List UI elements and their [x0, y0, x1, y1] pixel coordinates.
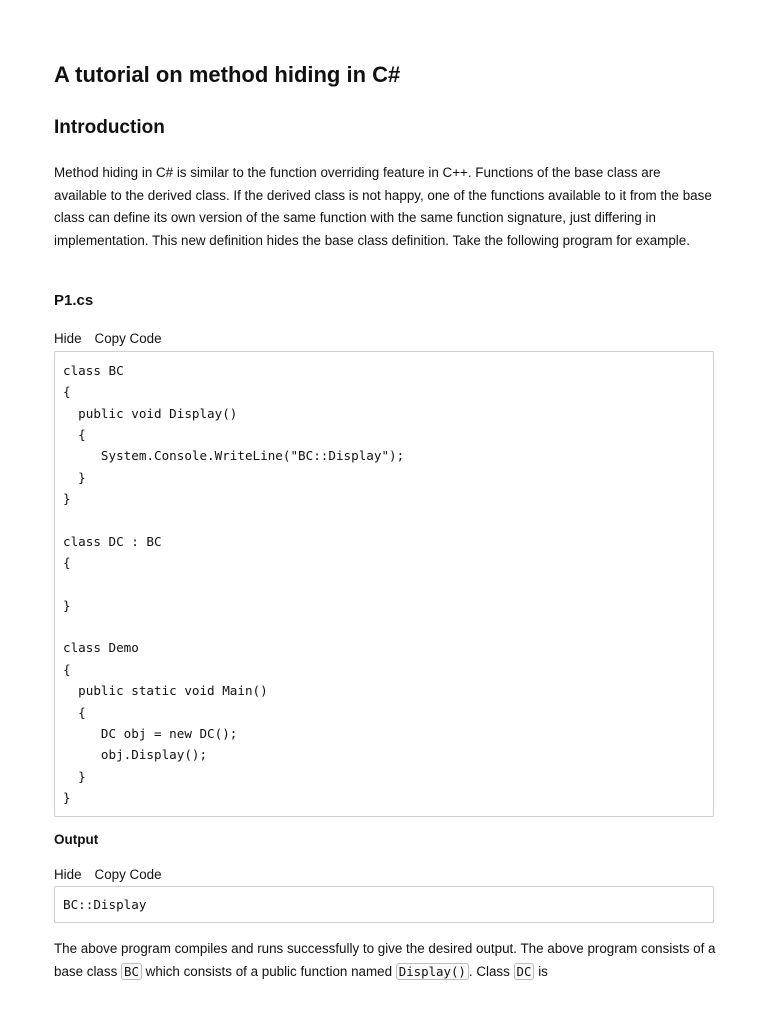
- output-code-block: BC::Display: [54, 886, 714, 923]
- code-block: class BC { public void Display() { System.Console.WriteLine("BC::Display"); } } class DC : BC { } class Demo { public static void Main() { DC obj = new DC(); obj.Display(); } }: [54, 351, 714, 817]
- intro-heading: Introduction: [54, 117, 165, 138]
- paragraph-text: which consists of a public function named: [141, 963, 396, 979]
- copy-output-link[interactable]: Copy Code: [94, 867, 162, 882]
- paragraph-text: is: [534, 963, 548, 979]
- hide-output-link[interactable]: Hide: [54, 867, 82, 882]
- copy-code-link[interactable]: Copy Code: [94, 331, 162, 346]
- explanation-paragraph: [54, 938, 716, 983]
- output-code-actions: [54, 866, 162, 884]
- paragraph-text: The above program compiles and runs successfully to give the desired output. The above program consists of a base class: [54, 941, 716, 979]
- code-actions: [54, 330, 162, 348]
- inline-code-bc: BC: [121, 963, 142, 980]
- inline-code-display: Display(): [396, 963, 469, 980]
- article-title: A tutorial on method hiding in C#: [54, 62, 401, 87]
- inline-code-dc: DC: [514, 963, 535, 980]
- output-heading: Output: [54, 832, 99, 847]
- intro-paragraph: Method hiding in C# is similar to the function overriding feature in C++. Functions of the base class are available to the derived class. If the derived class is not happy, one of the functions available to it from the base class can define its own version of the same function with the same function signature, just differing in implementation. This new definition hides the base class definition. Take the following program for example.: [54, 165, 712, 248]
- hide-code-link[interactable]: Hide: [54, 331, 82, 346]
- paragraph-text: . Class: [468, 963, 514, 979]
- file-heading: P1.cs: [54, 292, 94, 309]
